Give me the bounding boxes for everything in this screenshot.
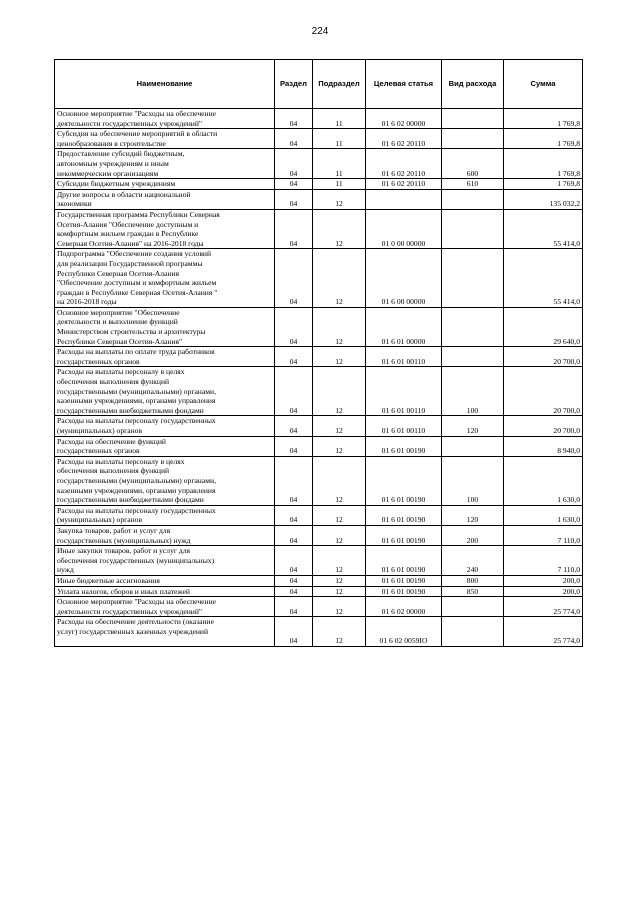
row-tselevaya — [366, 189, 442, 209]
row-vid — [442, 249, 504, 308]
row-podrazdel: 12 — [313, 209, 366, 248]
table-row — [55, 307, 583, 346]
row-razdel: 04 — [275, 586, 313, 597]
header-name: Наименование — [55, 60, 275, 109]
row-razdel: 04 — [275, 597, 313, 617]
row-podrazdel: 12 — [313, 456, 366, 505]
row-summa: 1 769,8 — [504, 109, 583, 129]
row-podrazdel: 12 — [313, 597, 366, 617]
row-razdel: 04 — [275, 575, 313, 586]
budget-table — [54, 59, 583, 647]
row-summa: 1 769,8 — [504, 129, 583, 149]
row-summa: 200,0 — [504, 575, 583, 586]
row-vid: 610 — [442, 179, 504, 190]
row-summa: 135 032,2 — [504, 189, 583, 209]
row-vid: 240 — [442, 546, 504, 576]
row-summa: 29 640,0 — [504, 307, 583, 346]
row-tselevaya: 01 6 02 0059IO — [366, 617, 442, 647]
row-summa: 25 774,0 — [504, 597, 583, 617]
table-row — [55, 109, 583, 129]
row-podrazdel: 12 — [313, 586, 366, 597]
table-row — [55, 149, 583, 179]
row-vid — [442, 597, 504, 617]
row-name: Расходы на выплаты персоналу государственных (муниципальных) органов — [55, 505, 275, 525]
row-tselevaya: 01 6 01 00000 — [366, 307, 442, 346]
table-row — [55, 597, 583, 617]
table-row — [55, 416, 583, 436]
row-tselevaya: 01 6 01 00110 — [366, 416, 442, 436]
row-tselevaya: 01 6 01 00190 — [366, 546, 442, 576]
row-razdel: 04 — [275, 209, 313, 248]
page-number: 224 — [311, 26, 329, 37]
row-podrazdel: 11 — [313, 179, 366, 190]
row-summa: 1 769,8 — [504, 179, 583, 190]
table-row — [55, 129, 583, 149]
row-razdel: 04 — [275, 189, 313, 209]
row-podrazdel: 12 — [313, 617, 366, 647]
row-name: Подпрограмма "Обеспечение создания условий для реализации Государственной программы Республики Северная Осетия-Алания "Обеспечение доступным и комфортным жильем граждан в Республике Северная Осетия-Алания " на 2016-2018 годы — [55, 249, 275, 308]
row-name: Иные закупки товаров, работ и услуг для обеспечения государственных (муниципальных) нужд — [55, 546, 275, 576]
header-tselevaya: Целевая статья — [366, 60, 442, 109]
row-summa: 1 630,0 — [504, 505, 583, 525]
row-vid: 120 — [442, 416, 504, 436]
table-row — [55, 546, 583, 576]
row-name: Предоставление субсидий бюджетным, автономным учреждениям и иным некоммерческим организациям — [55, 149, 275, 179]
row-summa: 1 769,8 — [504, 149, 583, 179]
row-tselevaya: 01 6 01 00190 — [366, 436, 442, 456]
row-summa: 20 700,0 — [504, 367, 583, 416]
row-razdel: 04 — [275, 347, 313, 367]
row-tselevaya: 01 6 01 00190 — [366, 586, 442, 597]
row-tselevaya: 01 6 01 00190 — [366, 505, 442, 525]
row-summa: 55 414,0 — [504, 209, 583, 248]
row-vid — [442, 189, 504, 209]
row-razdel: 04 — [275, 367, 313, 416]
table-row — [55, 249, 583, 308]
row-tselevaya: 01 6 01 00110 — [366, 367, 442, 416]
row-vid: 850 — [442, 586, 504, 597]
row-podrazdel: 12 — [313, 505, 366, 525]
row-name: Субсидия на обеспечение мероприятий в области ценообразования в строительстве — [55, 129, 275, 149]
row-name: Основное мероприятие "Расходы на обеспечение деятельности государственных учреждений" — [55, 597, 275, 617]
header-razdel: Раздел — [275, 60, 313, 109]
row-tselevaya: 01 6 01 00190 — [366, 525, 442, 545]
row-vid — [442, 307, 504, 346]
row-podrazdel: 11 — [313, 149, 366, 179]
row-summa: 200,0 — [504, 586, 583, 597]
row-summa: 25 774,0 — [504, 617, 583, 647]
row-summa: 20 700,0 — [504, 347, 583, 367]
row-podrazdel: 12 — [313, 347, 366, 367]
row-tselevaya: 01 6 02 00000 — [366, 597, 442, 617]
row-podrazdel: 12 — [313, 307, 366, 346]
row-razdel: 04 — [275, 129, 313, 149]
row-summa: 1 630,0 — [504, 456, 583, 505]
row-vid: 120 — [442, 505, 504, 525]
row-razdel: 04 — [275, 525, 313, 545]
row-podrazdel: 12 — [313, 416, 366, 436]
row-name: Иные бюджетные ассигнования — [55, 575, 275, 586]
table-row — [55, 586, 583, 597]
row-razdel: 04 — [275, 456, 313, 505]
row-name: Расходы на обеспечение деятельности (оказание услуг) государственных казенных учреждений — [55, 617, 275, 647]
row-tselevaya: 01 6 01 00110 — [366, 347, 442, 367]
header-summa: Сумма — [504, 60, 583, 109]
table-row — [55, 505, 583, 525]
row-name: Уплата налогов, сборов и иных платежей — [55, 586, 275, 597]
row-razdel: 04 — [275, 249, 313, 308]
row-tselevaya: 01 6 02 00000 — [366, 109, 442, 129]
row-name: Закупка товаров, работ и услуг для государственных (муниципальных) нужд — [55, 525, 275, 545]
row-vid: 100 — [442, 456, 504, 505]
row-podrazdel: 11 — [313, 109, 366, 129]
row-razdel: 04 — [275, 109, 313, 129]
table-row — [55, 367, 583, 416]
row-name: Субсидии бюджетным учреждениям — [55, 179, 275, 190]
row-podrazdel: 12 — [313, 249, 366, 308]
row-summa: 20 700,0 — [504, 416, 583, 436]
row-podrazdel: 12 — [313, 436, 366, 456]
table-row — [55, 189, 583, 209]
row-summa: 8 940,0 — [504, 436, 583, 456]
row-podrazdel: 11 — [313, 129, 366, 149]
row-summa: 55 414,0 — [504, 249, 583, 308]
row-name: Другие вопросы в области национальной экономики — [55, 189, 275, 209]
row-tselevaya: 01 6 02 20110 — [366, 129, 442, 149]
row-razdel: 04 — [275, 416, 313, 436]
row-razdel: 04 — [275, 546, 313, 576]
row-tselevaya: 01 6 02 20110 — [366, 179, 442, 190]
row-razdel: 04 — [275, 617, 313, 647]
row-name: Расходы на выплаты по оплате труда работников государственных органов — [55, 347, 275, 367]
row-tselevaya: 01 6 01 00190 — [366, 575, 442, 586]
row-razdel: 04 — [275, 505, 313, 525]
header-vid: Вид расхода — [442, 60, 504, 109]
header-podrazdel: Подраздел — [313, 60, 366, 109]
row-tselevaya: 01 6 00 00000 — [366, 249, 442, 308]
row-vid: 200 — [442, 525, 504, 545]
row-vid: 800 — [442, 575, 504, 586]
row-name: Государственная программа Республики Северная Осетия-Алания "Обеспечение доступным и комфортным жильем граждан в Республике Северная Осетия-Алания" на 2016-2018 годы — [55, 209, 275, 248]
row-name: Расходы на выплаты персоналу в целях обеспечения выполнения функций государственными (муниципальными) органами, казенными учреждениями, органами управления государственными внебюджетными фондами — [55, 456, 275, 505]
table-row — [55, 179, 583, 190]
row-vid — [442, 617, 504, 647]
row-name: Расходы на выплаты персоналу в целях обеспечения выполнения функций государственными (муниципальными) органами, казенными учреждениями, органами управления государственными внебюджетными фондами — [55, 367, 275, 416]
row-vid: 600 — [442, 149, 504, 179]
row-podrazdel: 12 — [313, 546, 366, 576]
table-row — [55, 525, 583, 545]
row-name: Расходы на выплаты персоналу государственных (муниципальных) органов — [55, 416, 275, 436]
table-row — [55, 617, 583, 647]
row-tselevaya: 01 0 00 00000 — [366, 209, 442, 248]
row-vid — [442, 347, 504, 367]
row-tselevaya: 01 6 02 20110 — [366, 149, 442, 179]
row-razdel: 04 — [275, 149, 313, 179]
row-name: Основное мероприятие "Обеспечение деятельности и выполнение функций Министерством строительства и архитектуры Республики Северная Осетия-Алания" — [55, 307, 275, 346]
row-podrazdel: 12 — [313, 575, 366, 586]
row-summa: 7 110,0 — [504, 525, 583, 545]
row-razdel: 04 — [275, 179, 313, 190]
row-vid — [442, 109, 504, 129]
table-row — [55, 209, 583, 248]
row-vid — [442, 436, 504, 456]
row-podrazdel: 12 — [313, 367, 366, 416]
row-razdel: 04 — [275, 307, 313, 346]
row-summa: 7 110,0 — [504, 546, 583, 576]
row-vid — [442, 209, 504, 248]
table-row — [55, 347, 583, 367]
table-row — [55, 436, 583, 456]
header-row — [55, 60, 583, 109]
row-name: Основное мероприятие "Расходы на обеспечение деятельности государственных учреждений" — [55, 109, 275, 129]
row-vid: 100 — [442, 367, 504, 416]
row-vid — [442, 129, 504, 149]
row-podrazdel: 12 — [313, 189, 366, 209]
row-name: Расходы на обеспечение функций государственных органов — [55, 436, 275, 456]
table-row — [55, 575, 583, 586]
row-tselevaya: 01 6 01 00190 — [366, 456, 442, 505]
row-podrazdel: 12 — [313, 525, 366, 545]
row-razdel: 04 — [275, 436, 313, 456]
table-row — [55, 456, 583, 505]
